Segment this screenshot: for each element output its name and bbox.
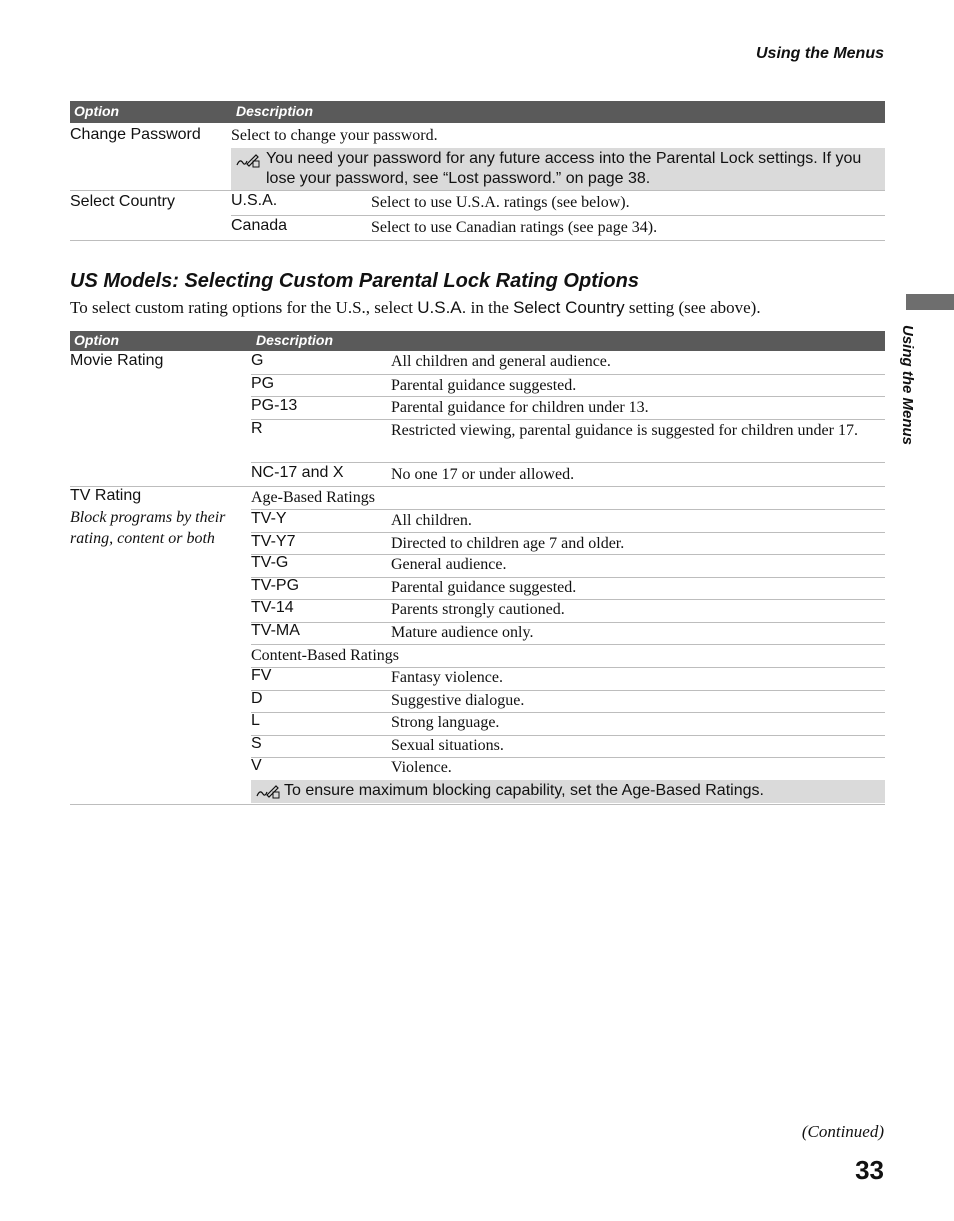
intro-text: To select custom rating options for the U.S., select bbox=[70, 298, 418, 317]
settings-table bbox=[70, 101, 885, 241]
list-item bbox=[251, 600, 885, 623]
list-item bbox=[251, 351, 885, 375]
rating-value: FV bbox=[251, 667, 272, 684]
rating-desc: General audience. bbox=[391, 556, 507, 573]
intro-select-country: Select Country bbox=[513, 298, 625, 317]
divider bbox=[70, 240, 885, 241]
rating-table bbox=[70, 331, 885, 805]
rating-desc: Violence. bbox=[391, 759, 452, 776]
table-header bbox=[70, 101, 885, 123]
rating-value: G bbox=[251, 352, 264, 369]
pencil-note-icon bbox=[235, 152, 261, 168]
list-item bbox=[251, 736, 885, 758]
rating-value: PG-13 bbox=[251, 397, 298, 414]
option-movie-rating: Movie Rating bbox=[70, 352, 164, 369]
list-item bbox=[251, 375, 885, 397]
list-item bbox=[251, 420, 885, 463]
running-head: Using the Menus bbox=[755, 45, 884, 62]
content-based-heading: Content-Based Ratings bbox=[251, 647, 399, 664]
rating-desc: Restricted viewing, parental guidance is suggested for children under 17. bbox=[391, 422, 858, 439]
header-description: Description bbox=[256, 332, 334, 348]
age-based-heading: Age-Based Ratings bbox=[251, 489, 375, 506]
list-item bbox=[231, 216, 885, 240]
list-item bbox=[251, 691, 885, 713]
age-based-heading-row bbox=[251, 487, 885, 510]
continued-label: (Continued) bbox=[801, 1122, 884, 1141]
pencil-note-icon bbox=[255, 783, 281, 799]
side-tab-label: Using the Menus bbox=[899, 325, 916, 446]
note-box-password bbox=[231, 148, 885, 190]
rating-value: TV-G bbox=[251, 554, 289, 571]
list-item bbox=[251, 713, 885, 736]
option-select-country: Select Country bbox=[70, 193, 175, 210]
rating-desc: Directed to children age 7 and older. bbox=[391, 535, 625, 552]
value-canada: Canada bbox=[231, 217, 288, 234]
row-select-country bbox=[70, 191, 885, 241]
page-number: 33 bbox=[855, 1155, 884, 1185]
desc-canada: Select to use Canadian ratings (see page 34). bbox=[371, 219, 658, 236]
rating-value: NC-17 and X bbox=[251, 464, 344, 481]
rating-value: S bbox=[251, 735, 262, 752]
rating-value: PG bbox=[251, 375, 275, 392]
rating-value: R bbox=[251, 420, 263, 437]
rating-value: L bbox=[251, 712, 260, 729]
tv-rating-subtext: Block programs by their rating, content or both bbox=[70, 509, 226, 547]
row-tv-rating bbox=[70, 487, 885, 805]
desc-usa: Select to use U.S.A. ratings (see below). bbox=[371, 194, 630, 211]
list-item bbox=[251, 463, 885, 485]
rating-desc: No one 17 or under allowed. bbox=[391, 466, 575, 483]
rating-desc: Parental guidance suggested. bbox=[391, 377, 577, 394]
row-change-password bbox=[70, 123, 885, 191]
section-intro bbox=[70, 298, 890, 318]
note-text-password: You need your password for any future access into the Parental Lock settings. If you lose your password, see “Lost password.” on page 38. bbox=[266, 150, 862, 187]
rating-value: V bbox=[251, 757, 262, 774]
rating-desc: Fantasy violence. bbox=[391, 669, 503, 686]
rating-desc: Mature audience only. bbox=[391, 624, 534, 641]
intro-text: setting (see above). bbox=[624, 298, 761, 317]
rating-desc: Parental guidance for children under 13. bbox=[391, 399, 649, 416]
list-item bbox=[251, 533, 885, 555]
rating-value: TV-Y7 bbox=[251, 533, 296, 550]
content-based-heading-row bbox=[251, 645, 885, 668]
list-item bbox=[251, 758, 885, 780]
intro-usa: U.S.A. bbox=[417, 298, 467, 317]
list-item bbox=[231, 191, 885, 216]
value-usa: U.S.A. bbox=[231, 192, 278, 209]
list-item bbox=[251, 510, 885, 533]
list-item bbox=[251, 578, 885, 600]
note-text-ratings: To ensure maximum blocking capability, set the Age-Based Ratings. bbox=[284, 782, 764, 799]
rating-desc: Parents strongly cautioned. bbox=[391, 601, 565, 618]
option-tv-rating: TV Rating bbox=[70, 487, 142, 504]
header-description: Description bbox=[236, 103, 314, 119]
note-box-ratings bbox=[251, 780, 885, 803]
rating-value: TV-PG bbox=[251, 577, 300, 594]
row-movie-rating bbox=[70, 351, 885, 487]
rating-desc: Strong language. bbox=[391, 714, 500, 731]
rating-value: TV-14 bbox=[251, 599, 294, 616]
rating-value: TV-Y bbox=[251, 510, 287, 527]
side-tab-marker bbox=[906, 294, 954, 310]
header-option: Option bbox=[74, 332, 120, 348]
rating-desc: All children and general audience. bbox=[391, 353, 611, 370]
list-item bbox=[251, 555, 885, 578]
list-item bbox=[251, 668, 885, 691]
option-change-password: Change Password bbox=[70, 126, 201, 143]
header-option: Option bbox=[74, 103, 120, 119]
rating-value: D bbox=[251, 690, 263, 707]
rating-desc: Sexual situations. bbox=[391, 737, 504, 754]
list-item bbox=[251, 623, 885, 645]
intro-text: in the bbox=[466, 298, 514, 317]
description-change-password: Select to change your password. bbox=[231, 127, 438, 144]
table-header bbox=[70, 331, 885, 351]
rating-desc: Parental guidance suggested. bbox=[391, 579, 577, 596]
rating-desc: All children. bbox=[391, 512, 472, 529]
list-item bbox=[251, 397, 885, 420]
rating-value: TV-MA bbox=[251, 622, 300, 639]
section-title: US Models: Selecting Custom Parental Lock Rating Options bbox=[70, 270, 639, 292]
rating-desc: Suggestive dialogue. bbox=[391, 692, 525, 709]
